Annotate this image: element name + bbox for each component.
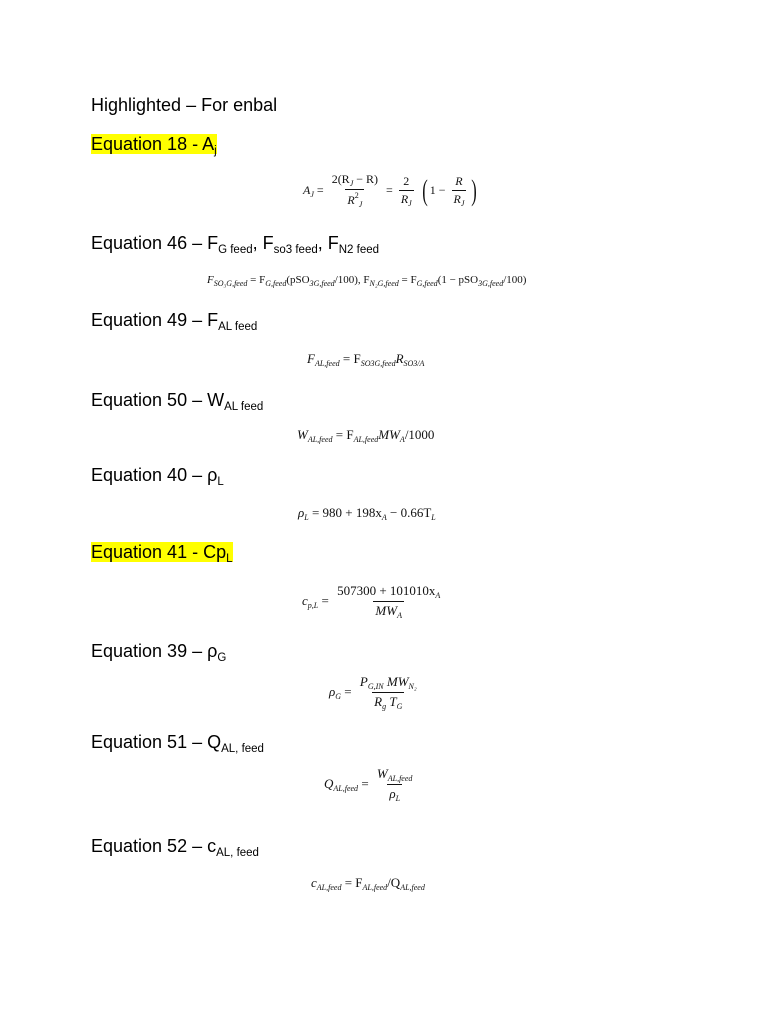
equation-51-heading: [91, 731, 264, 756]
equation-46-sub-3: N2 feed: [338, 244, 380, 256]
eq41-num-sub: A: [435, 591, 441, 600]
equation-46-sub-1: G feed: [218, 244, 253, 256]
eq39-lhs-sub: G: [335, 692, 342, 701]
eq40-rhs-end-sub: L: [431, 513, 436, 522]
eq18-den3: R: [453, 191, 461, 206]
eq39-den-sub: g: [382, 702, 387, 711]
eq46-f1-sub: SO₃G,feed: [213, 279, 248, 288]
eq40-rhs: = 980 + 198x: [308, 505, 382, 520]
equation-40-heading: [91, 464, 224, 489]
eq52-end: /Q: [387, 875, 401, 890]
equation-40-subscript: L: [217, 476, 224, 488]
eq40-rhs-sub: A: [381, 513, 387, 522]
equation-39-subscript: G: [217, 652, 227, 664]
eq41-den-sub: A: [397, 611, 402, 620]
eq39-lhs: ρ: [329, 684, 336, 699]
eq46-t2: = F: [398, 274, 417, 286]
eq18-num1-end: − R): [353, 172, 379, 186]
eq46-t1-sub2: 3G,feed: [309, 279, 335, 288]
eq51-den: ρ: [389, 786, 396, 801]
eq18-num1: 2(R: [331, 172, 350, 186]
equation-46-sub-2: so3 feed: [273, 244, 318, 256]
eq41-num: 507300 + 101010x: [337, 583, 436, 598]
equation-46-sep-2: , F: [317, 233, 339, 253]
eq51-den-sub: L: [395, 794, 401, 803]
eq39-num-sub: G,IN: [367, 682, 384, 691]
equation-46-heading: [91, 232, 379, 257]
eq52-end-sub: AL,feed: [400, 883, 425, 892]
equation-18-formula: $A_J$ = $\frac{2(R_J - R)}{R^2_J}$ = $\frac{2}{R_J}$ ( 1 − $\frac{R}{R_J}$ ): [303, 172, 478, 209]
equation-40-formula: [298, 505, 436, 522]
eq49-r-sub: SO3/A: [403, 359, 425, 368]
eq50-end: MW: [378, 427, 400, 442]
eq49-r: R: [395, 351, 404, 366]
eq18-num1-sub: J: [349, 179, 354, 188]
equation-39-formula: [329, 674, 422, 711]
eq51-num-sub: AL,feed: [387, 774, 413, 783]
eq49-lhs-sub: AL,feed: [314, 359, 340, 368]
eq51-lhs-sub: AL,feed: [333, 784, 359, 793]
highlight-mark: [91, 134, 217, 157]
equation-50-heading: [91, 389, 263, 414]
eq39-num2: MW: [383, 674, 409, 689]
eq46-t2-end2: /100): [503, 274, 527, 286]
eq18-den3-sub: J: [460, 198, 465, 208]
eq18-one-minus: 1 −: [429, 183, 446, 197]
eq52-lhs: c: [311, 875, 317, 890]
eq18-lhs-sub: J: [310, 189, 314, 199]
eq39-num2-sub: N₂: [408, 682, 417, 691]
eq50-tail: /1000: [404, 427, 435, 442]
eq18-den1-sub: J: [358, 200, 363, 209]
equation-40-label: Equation 40 – ρ: [91, 465, 218, 485]
equation-49-heading: [91, 309, 257, 334]
eq39-den: R: [374, 694, 383, 709]
eq41-den: MW: [375, 603, 398, 618]
equation-41-label: Equation 41 - Cp: [91, 542, 227, 562]
equation-39-label: Equation 39 – ρ: [91, 641, 218, 661]
eq50-mid-sub: AL,feed: [353, 435, 379, 444]
eq18-den1: R: [347, 193, 355, 207]
eq39-eqsign: =: [344, 684, 352, 699]
eq46-t1-sub: G,feed: [265, 279, 287, 288]
eq18-fraction-1: [330, 172, 380, 209]
equation-18-label: Equation 18 - A: [91, 134, 215, 154]
equation-46-label: Equation 46 – F: [91, 233, 219, 253]
header-text: Highlighted – For enbal: [91, 95, 278, 115]
eq18-num2: 2: [403, 173, 410, 188]
eq40-rhs-end: − 0.66T: [386, 505, 432, 520]
equation-49-formula: [307, 351, 424, 368]
equation-49-subscript: AL feed: [218, 321, 258, 333]
eq49-lhs: F: [307, 351, 315, 366]
eq46-t2-sub3: 3G,feed: [478, 279, 504, 288]
equation-41-subscript: L: [226, 553, 233, 565]
eq51-eqsign: =: [361, 776, 369, 791]
equation-46-formula: [207, 274, 526, 288]
eq18-den2-sub: J: [408, 198, 412, 208]
eq52-lhs-sub: AL,feed: [316, 883, 342, 892]
eq51-lhs: Q: [324, 776, 334, 791]
eq50-mid: = F: [332, 427, 354, 442]
equation-49-label: Equation 49 – F: [91, 310, 219, 330]
equation-46-sep-1: , F: [252, 233, 274, 253]
eq18-den1-sup: 2: [354, 191, 359, 200]
highlight-mark: [91, 542, 233, 565]
eq39-den2: T: [386, 694, 397, 709]
eq39-den2-sub: G: [396, 702, 403, 711]
eq46-t2-sub: N₂G,feed: [369, 279, 399, 288]
eq46-t1-end2: /100), F: [334, 274, 370, 286]
eq18-fraction-2: [399, 174, 414, 208]
equation-39-heading: [91, 640, 226, 665]
eq39-fraction: [358, 674, 419, 711]
equation-50-label: Equation 50 – W: [91, 390, 225, 410]
equation-51-label: Equation 51 – Q: [91, 732, 222, 752]
eq18-lhs: A: [303, 182, 311, 197]
equation-51-subscript: AL, feed: [221, 743, 264, 755]
eq46-t1: = F: [247, 274, 266, 286]
equation-41-formula: [302, 583, 445, 620]
eq51-num: W: [376, 766, 388, 781]
equation-52-label: Equation 52 – c: [91, 836, 217, 856]
equation-52-heading: [91, 835, 259, 860]
equation-18-subscript: j: [214, 145, 217, 157]
eq39-num: P: [359, 674, 368, 689]
eq18-num3: R: [455, 173, 463, 188]
equation-50-subscript: AL feed: [224, 401, 264, 413]
eq40-lhs: ρ: [298, 505, 305, 520]
eq18-fraction-3: [452, 174, 467, 208]
eq46-t2-sub2: G,feed: [416, 279, 438, 288]
eq50-end-sub: A: [399, 435, 405, 444]
eq46-t1-end: (pSO: [286, 274, 310, 286]
eq41-fraction: [335, 583, 442, 620]
eq52-mid: = F: [341, 875, 363, 890]
equation-50-formula: [297, 427, 434, 444]
equation-18-heading: [91, 133, 217, 158]
eq50-lhs-sub: AL,feed: [307, 435, 333, 444]
equation-52-formula: [311, 875, 425, 892]
eq49-mid: = F: [339, 351, 361, 366]
eq41-eqsign: =: [321, 593, 329, 608]
eq51-fraction: [375, 766, 415, 803]
equation-51-formula: [324, 766, 417, 803]
eq46-f1: F: [207, 274, 214, 286]
eq40-lhs-sub: L: [304, 513, 309, 522]
eq41-lhs: c: [302, 593, 308, 608]
eq49-mid-sub: SO3G,feed: [360, 359, 396, 368]
equation-52-subscript: AL, feed: [216, 847, 259, 859]
eq41-lhs-sub: p,L: [307, 601, 319, 610]
eq46-t2-end: (1 − pSO: [437, 274, 479, 286]
equation-41-heading: [91, 541, 233, 566]
eq52-mid-sub: AL,feed: [362, 883, 388, 892]
eq50-lhs: W: [297, 427, 308, 442]
eq18-den2: R: [400, 191, 409, 206]
